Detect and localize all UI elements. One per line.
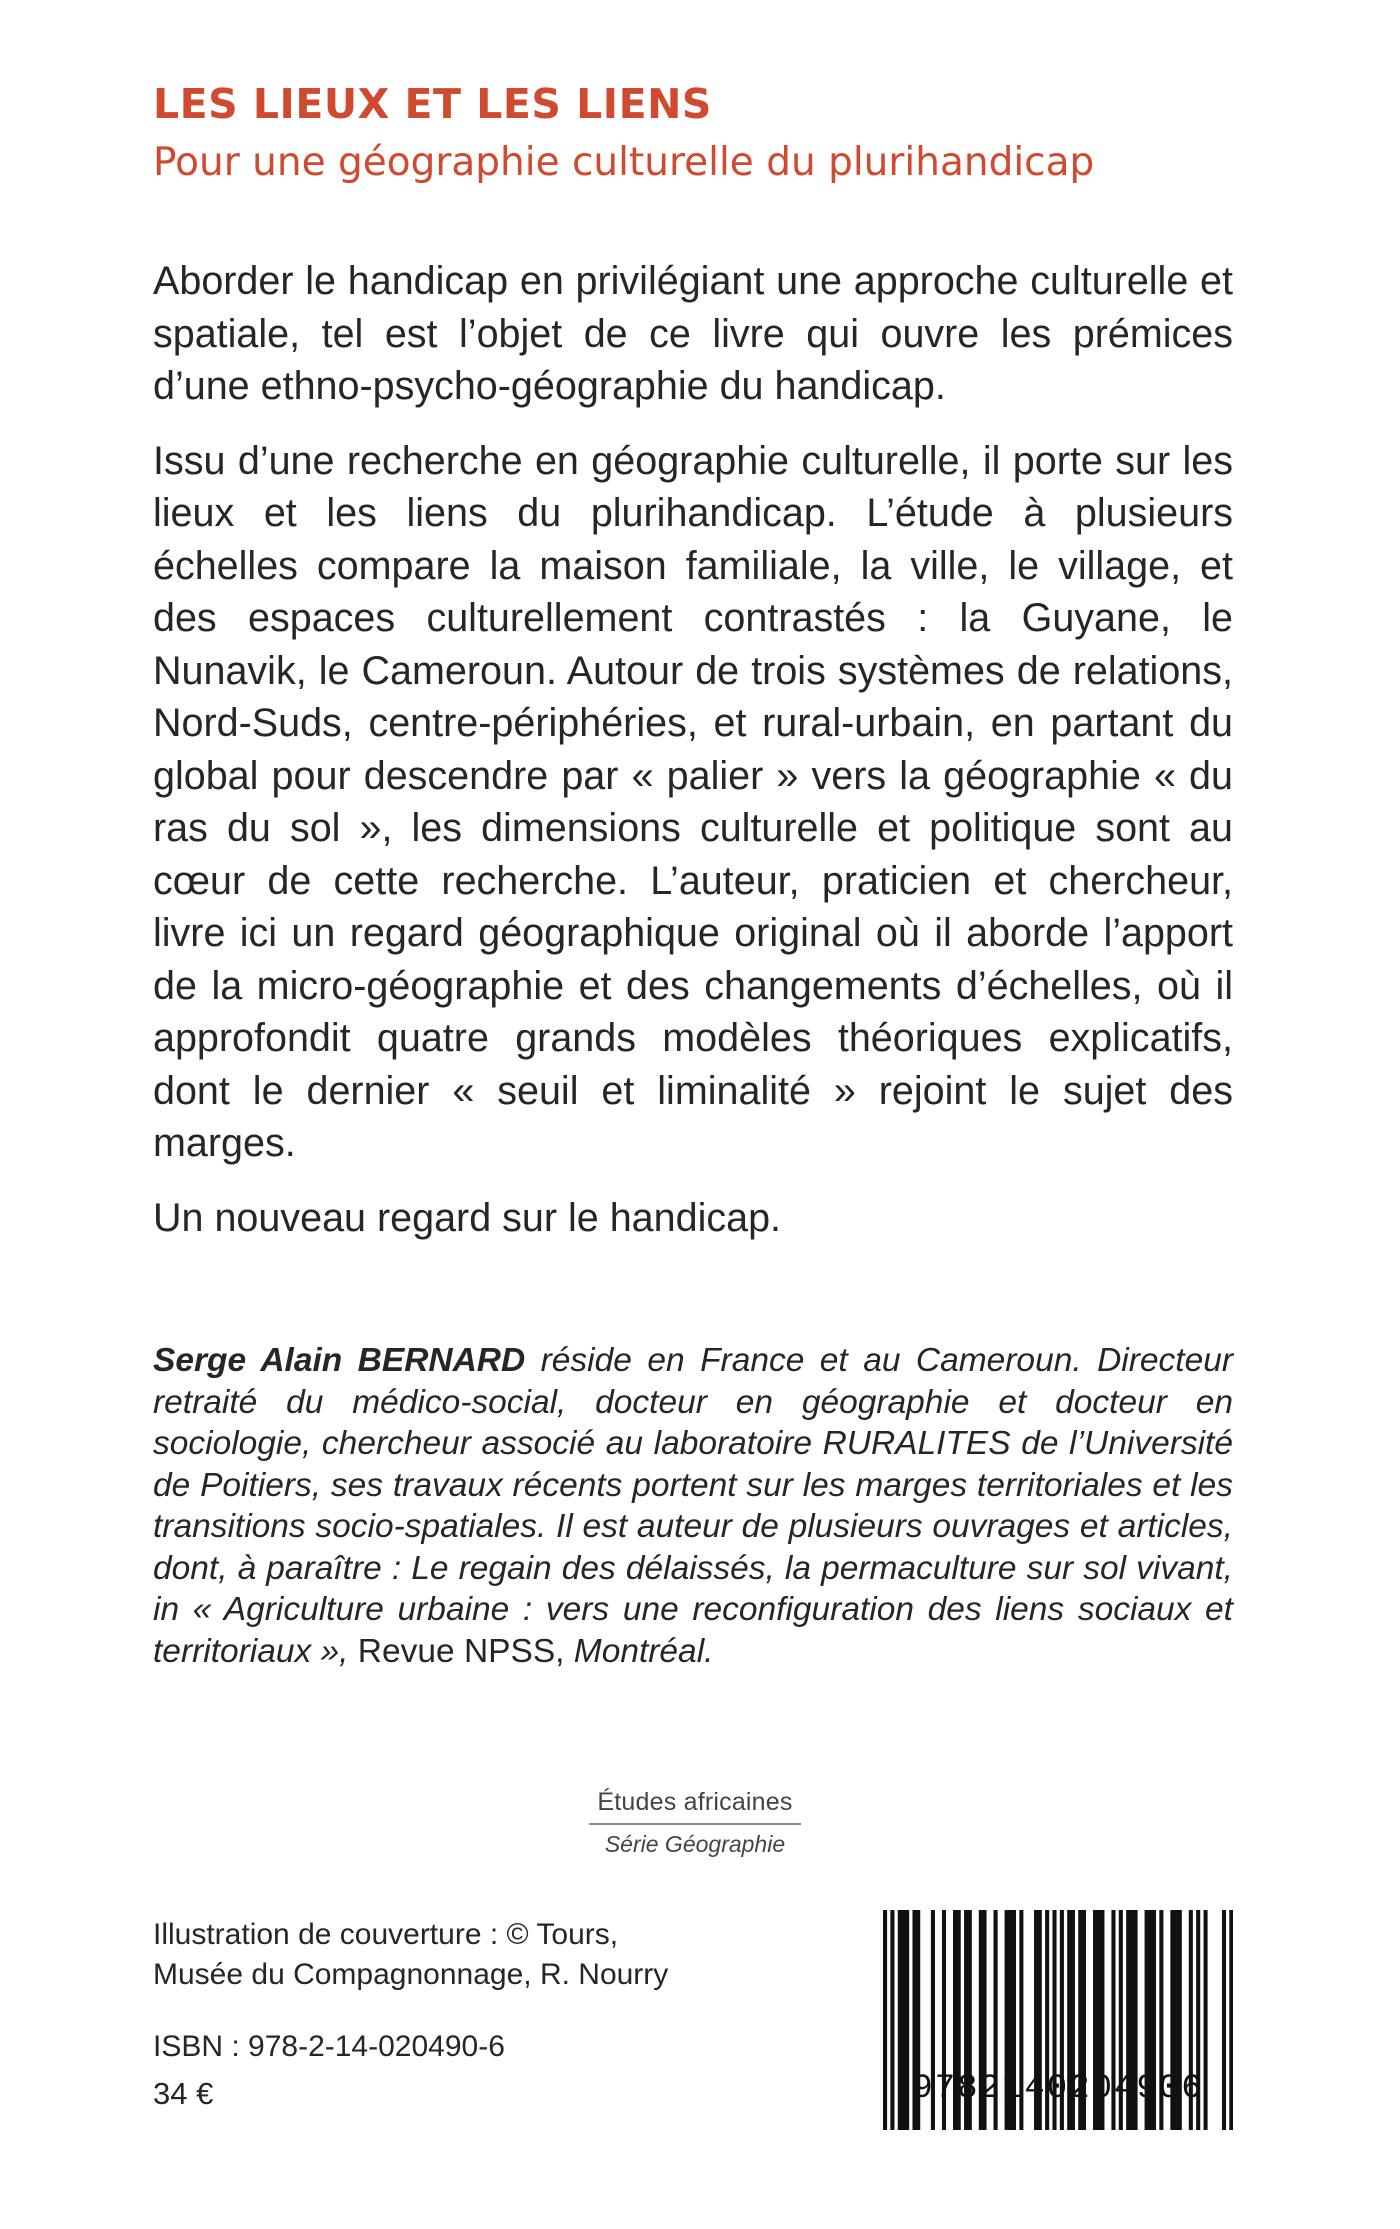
- price: 34 €: [153, 2076, 214, 2111]
- summary: [153, 255, 1233, 1266]
- collection-name: Études africaines: [589, 1788, 801, 1825]
- book-title: LES LIEUX ET LES LIENS: [153, 80, 712, 128]
- author-bio-text: réside en France et au Cameroun. Directeur retraité du médico-social, docteur en géographie et docteur en sociologie, chercheur associé au laboratoire RURALITES de l’Université de Poitiers, ses travaux récents portent sur les marges territoriales et les transitions socio-spatiales. Il est auteur de plusieurs ouvrages et articles, dont, à paraître : Le regain des délaissés, la permaculture sur sol vivant, in « Agriculture urbaine : vers une reconfiguration des liens sociaux et territoriaux »,: [153, 1342, 1233, 1670]
- journal-name: Revue NPSS,: [348, 1632, 574, 1670]
- summary-paragraph: Issu d’une recherche en géographie culturelle, il porte sur les lieux et les liens du plurihandicap. L’étude à plusieurs échelles compare la maison familiale, la ville, le village, et des espaces culturellement contrastés : la Guyane, le Nunavik, le Cameroun. Autour de trois systèmes de relations, Nord-Suds, centre-périphéries, et rural-urbain, en partant du global pour descendre par « palier » vers la géographie « du ras du sol », les dimensions culturelle et politique sont au cœur de cette recherche. L’auteur, praticien et chercheur, livre ici un regard géographique original où il aborde l’apport de la micro-géographie et des changements d’échelles, où il approfondit quatre grands modèles théoriques explicatifs, dont le dernier « seuil et liminalité » rejoint le sujet des marges.: [153, 438, 1233, 1165]
- credit-line: Illustration de couverture : © Tours,: [153, 1918, 619, 1951]
- summary-paragraph: Aborder le handicap en privilégiant une approche culturelle et spatiale, tel est l’objet de ce livre qui ouvre les prémices d’une ethno-psycho-géographie du handicap.: [153, 259, 1233, 408]
- journal-city: Montréal.: [573, 1632, 714, 1670]
- cover-credit: [153, 1915, 668, 1995]
- author-bio: [153, 1340, 1233, 1672]
- isbn: ISBN : 978-2-14-020490-6: [153, 2030, 505, 2063]
- subseries-name: Série Géographie: [604, 1831, 786, 1857]
- series-logo: [589, 1788, 801, 1858]
- credit-line: Musée du Compagnonnage, R. Nourry: [153, 1958, 669, 1991]
- summary-paragraph: Un nouveau regard sur le handicap.: [153, 1195, 782, 1240]
- barcode-digits: 9782140204906: [912, 2070, 1204, 2108]
- book-subtitle: Pour une géographie culturelle du plurihandicap: [153, 140, 1095, 185]
- author-name: Serge Alain BERNARD: [153, 1342, 526, 1379]
